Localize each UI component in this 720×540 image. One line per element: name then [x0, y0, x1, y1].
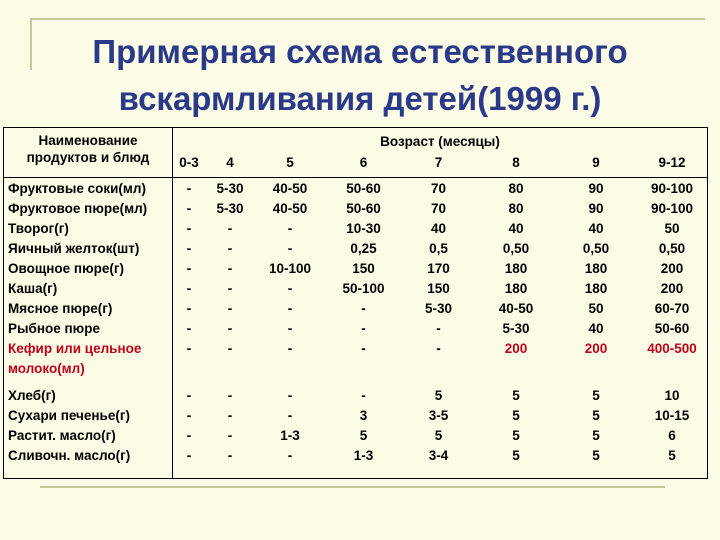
- header-divider: [4, 177, 707, 178]
- table-cell: 5: [668, 448, 676, 463]
- table-cell: -: [186, 301, 192, 316]
- table-cell: 5: [359, 428, 368, 443]
- age-column-7: [401, 179, 476, 466]
- table-cell: -: [186, 221, 192, 236]
- feeding-table: [3, 127, 708, 479]
- product-name-highlighted: молоко(мл): [8, 361, 85, 376]
- table-cell: 10-15: [654, 408, 690, 423]
- age-column-6: [326, 179, 401, 466]
- age-column-9-12: [636, 179, 708, 466]
- table-cell: -: [287, 408, 293, 423]
- table-cell: [206, 359, 254, 386]
- table-cell: 40-50: [272, 201, 308, 216]
- table-cell: 50: [664, 221, 680, 236]
- table-cell: 200: [660, 281, 684, 296]
- table-cell: [556, 359, 636, 386]
- table-cell: 5: [512, 388, 520, 403]
- table-cell: -: [186, 448, 192, 463]
- table-cell: -: [287, 221, 293, 236]
- table-cell: 40: [588, 321, 604, 336]
- table-cell: 50: [588, 301, 604, 316]
- table-cell: -: [227, 428, 233, 443]
- table-cell: [326, 359, 401, 386]
- product-name: Сухари печенье(г): [8, 408, 130, 423]
- product-name-header-line-2: продуктов и блюд: [26, 150, 150, 165]
- product-name: Мясное пюре(г): [8, 301, 113, 316]
- table-cell: -: [287, 448, 293, 463]
- age-column-9: [556, 179, 636, 466]
- table-cell: 90: [588, 201, 604, 216]
- table-cell: 0,50: [658, 241, 686, 256]
- table-cell: 40: [508, 221, 524, 236]
- table-cell: 3-5: [428, 408, 449, 423]
- table-cell: 5: [434, 428, 443, 443]
- table-cell: -: [287, 341, 293, 356]
- age-header-9: 9: [592, 155, 600, 170]
- table-cell: 200: [504, 341, 528, 356]
- product-name: Сливочн. масло(г): [8, 448, 131, 463]
- table-cell: 5: [592, 388, 600, 403]
- table-cell: -: [186, 408, 192, 423]
- table-cell: 40: [588, 221, 604, 236]
- age-column-5: [254, 179, 326, 466]
- table-cell: 10-30: [346, 221, 381, 236]
- table-cell: [636, 359, 708, 386]
- table-cell: -: [287, 301, 293, 316]
- slide-title: [0, 28, 720, 122]
- table-cell: -: [361, 321, 366, 336]
- table-cell: 200: [584, 341, 608, 356]
- age-column-4: [206, 179, 254, 466]
- product-name: Фруктовое пюре(мл): [8, 201, 148, 216]
- table-cell: 5: [592, 448, 600, 463]
- table-cell: 40: [430, 221, 447, 236]
- table-cell: 5-30: [216, 181, 244, 196]
- table-cell: -: [436, 321, 441, 336]
- product-name-highlighted: Кефир или цельное: [8, 341, 142, 356]
- product-names-column: [8, 179, 172, 466]
- table-cell: -: [227, 281, 233, 296]
- table-cell: 5: [434, 388, 443, 403]
- table-cell: -: [436, 341, 441, 356]
- table-cell: -: [361, 301, 366, 316]
- table-cell: 180: [504, 281, 528, 296]
- table-cell: [476, 359, 556, 386]
- table-cell: 170: [427, 261, 450, 276]
- table-cell: 50-60: [346, 201, 381, 216]
- age-header-6: 6: [359, 155, 368, 170]
- table-cell: -: [227, 241, 233, 256]
- table-cell: 5: [512, 428, 520, 443]
- table-cell: 400-500: [647, 341, 697, 356]
- product-name: Яичный желток(шт): [8, 241, 140, 256]
- table-cell: 180: [584, 281, 608, 296]
- table-cell: 60-70: [654, 301, 690, 316]
- table-cell: 5: [512, 448, 520, 463]
- table-cell: 40-50: [272, 181, 308, 196]
- table-cell: 90-100: [650, 201, 694, 216]
- table-cell: -: [287, 281, 293, 296]
- table-cell: 50-60: [654, 321, 690, 336]
- product-name: Хлеб(г): [8, 388, 56, 403]
- table-cell: -: [227, 388, 233, 403]
- product-name-header: [4, 132, 172, 166]
- table-cell: 50-60: [346, 181, 381, 196]
- table-cell: 10-100: [268, 261, 312, 276]
- age-header-4: 4: [226, 155, 234, 170]
- table-cell: 10: [664, 388, 680, 403]
- table-cell: -: [227, 221, 233, 236]
- age-header-8: 8: [512, 155, 520, 170]
- table-cell: 1-3: [353, 448, 374, 463]
- table-cell: -: [227, 408, 233, 423]
- table-cell: -: [227, 301, 233, 316]
- table-cell: 90: [588, 181, 604, 196]
- table-cell: -: [186, 321, 192, 336]
- table-cell: 0,50: [502, 241, 530, 256]
- table-cell: 1-3: [280, 428, 300, 443]
- table-cell: 0,25: [350, 241, 377, 256]
- table-cell: 80: [508, 201, 524, 216]
- table-cell: -: [186, 181, 192, 196]
- table-cell: 80: [508, 181, 524, 196]
- product-name-header-line-1: Наименование: [38, 133, 138, 148]
- product-name: Творог(г): [8, 221, 69, 236]
- table-cell: -: [227, 341, 233, 356]
- decorative-line-top: [30, 18, 705, 20]
- age-header: Возраст (месяцы): [380, 134, 500, 149]
- table-cell: -: [227, 448, 233, 463]
- table-cell: 180: [584, 261, 608, 276]
- age-header-9-12: 9-12: [658, 155, 686, 170]
- table-cell: -: [227, 321, 233, 336]
- table-cell: -: [186, 428, 192, 443]
- table-cell: -: [287, 321, 293, 336]
- table-cell: -: [186, 241, 192, 256]
- age-header-5: 5: [286, 155, 294, 170]
- table-cell: 3-4: [428, 448, 449, 463]
- table-cell: 150: [427, 281, 450, 296]
- table-cell: 5-30: [424, 301, 453, 316]
- table-cell: -: [186, 341, 192, 356]
- table-cell: 5-30: [216, 201, 244, 216]
- table-cell: 70: [430, 181, 447, 196]
- table-cell: -: [287, 388, 293, 403]
- table-cell: -: [186, 281, 192, 296]
- table-cell: 200: [660, 261, 684, 276]
- table-cell: 40-50: [498, 301, 534, 316]
- table-cell: 90-100: [650, 181, 694, 196]
- table-cell: 150: [352, 261, 375, 276]
- table-cell: 5: [592, 408, 600, 423]
- table-cell: 6: [668, 428, 676, 443]
- table-cell: [254, 359, 326, 386]
- age-column-8: [476, 179, 556, 466]
- table-cell: -: [227, 261, 233, 276]
- table-cell: -: [361, 341, 366, 356]
- table-cell: 5: [592, 428, 600, 443]
- table-cell: 180: [504, 261, 528, 276]
- product-name: Каша(г): [8, 281, 58, 296]
- title-line-1: Примерная схема естественного: [92, 33, 628, 70]
- age-column-0-3: [172, 179, 206, 466]
- table-cell: -: [186, 201, 192, 216]
- table-cell: -: [186, 261, 192, 276]
- table-cell: 70: [430, 201, 447, 216]
- table-cell: -: [361, 388, 366, 403]
- decorative-line-bottom: [40, 486, 665, 488]
- table-cell: 50-100: [342, 281, 385, 296]
- table-cell: 5-30: [502, 321, 530, 336]
- product-name: Фруктовые соки(мл): [8, 181, 146, 196]
- table-cell: [172, 359, 206, 386]
- product-name: Овощное пюре(г): [8, 261, 124, 276]
- table-cell: 3: [359, 408, 368, 423]
- table-cell: 0,50: [582, 241, 610, 256]
- age-header-7: 7: [434, 155, 443, 170]
- table-cell: 5: [512, 408, 520, 423]
- table-cell: -: [186, 388, 192, 403]
- table-cell: -: [287, 241, 293, 256]
- age-header-0-3: 0-3: [179, 155, 199, 170]
- table-cell: 0,5: [429, 241, 448, 256]
- product-name: Рыбное пюре: [8, 321, 100, 336]
- table-cell: [401, 359, 476, 386]
- title-line-2: вскармливания детей(1999 г.): [118, 80, 602, 117]
- product-name: Растит. масло(г): [8, 428, 116, 443]
